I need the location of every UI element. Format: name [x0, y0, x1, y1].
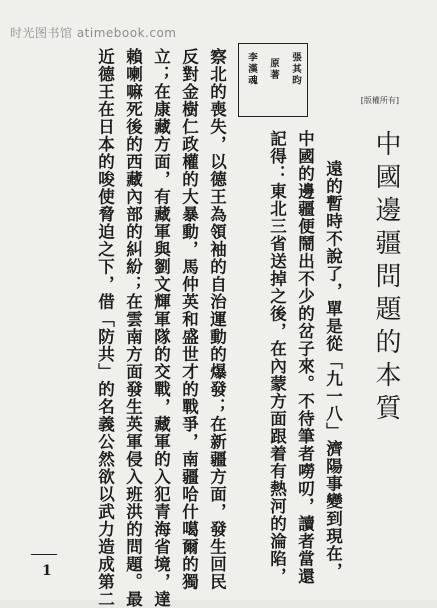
- page-number: 1: [42, 563, 52, 579]
- body-column: 反對金樹仁政權的大暴動，馬仲英和盛世才的戰爭，南疆哈什噶爾的獨: [179, 48, 199, 591]
- author-line: 李漢魂: [246, 52, 257, 87]
- body-column: 記得：東北三省送掉之後，在內蒙方面跟着有熱河的淪陷，: [267, 130, 287, 585]
- body-column: 近德王在日本的唆使脅迫之下，借「防共」的名義公然欲以武力造成第二: [95, 48, 115, 608]
- author-line: 原著: [268, 58, 279, 81]
- watermark: 时光图书馆 atimebook.com: [10, 26, 177, 40]
- body-column: 遠的暫時不說了，單是從「九一八」濟陽事變到現在，: [323, 160, 343, 580]
- footer-rule: [31, 554, 57, 555]
- body-column: 立；在康藏方面，有藏軍與劉文輝軍隊的交戰，藏軍的入犯青海省境，達: [151, 48, 171, 608]
- author-line: 張其昀: [290, 52, 301, 87]
- author-box: [238, 43, 308, 117]
- header-mark: [版權所有]: [360, 96, 399, 105]
- body-column: 中國的邊疆便鬧出不少的岔子來。不待筆者嘮叨，讀者當還: [295, 130, 315, 585]
- body-column: 察北的喪失，以德王為領袖的自治運動的爆發；在新疆方面，發生回民: [207, 48, 227, 591]
- body-column: 賴喇嘛死後的西藏內部的糾紛；在雲南方面發生英軍侵入班洪的問題。最: [123, 48, 143, 608]
- page-title: 中國邊疆問題的本質: [371, 130, 401, 427]
